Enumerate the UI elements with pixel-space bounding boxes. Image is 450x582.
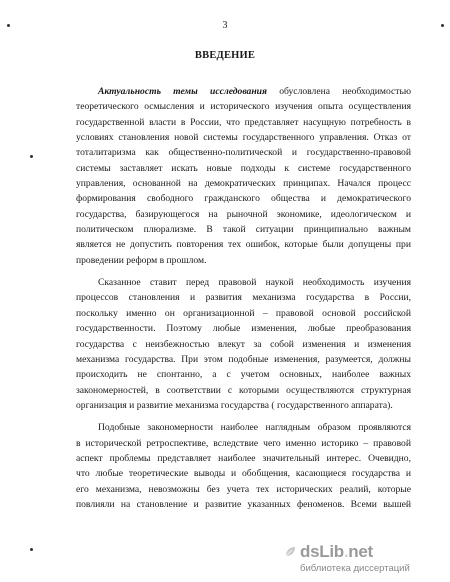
body-text: [76, 84, 411, 512]
paragraph-2-line: организация и развитие механизма государства ( государственного аппарата).: [76, 399, 393, 411]
margin-marker: [7, 24, 10, 27]
paragraph-1-line: является не допустить повторения тех ошибок, которые были допущены при: [76, 239, 411, 251]
paragraph-1-line: теоретического осмысления и исторического изучения опыта осуществления: [76, 101, 411, 113]
paragraph-3-line: в исторической ретроспективе, вследствие чего именно историко – правовой: [76, 437, 411, 449]
paragraph-3-line: его механизма, невозможны без учета тех исторических реалий, которые: [76, 483, 411, 495]
margin-marker: [30, 548, 33, 551]
margin-marker: [441, 24, 444, 27]
watermark-subtitle: библиотека диссертаций: [300, 563, 410, 574]
paragraph-1-lead: Актуальность темы исследования: [98, 86, 267, 97]
paragraph-1-line: условиях становления новой системы государственного управления. Отказ от: [76, 132, 411, 144]
paragraph-1-line: проведении реформ в прошлом.: [76, 254, 207, 266]
paragraph-3-line: повлияли на становление и развитие указанных феноменов. Всеми вышей: [76, 498, 411, 510]
paragraph-2-line: процессов становления и развития механизма государства в России,: [76, 292, 411, 304]
paragraph-2-line: государственности. Поэтому любые изменения, любые преобразования: [76, 323, 411, 335]
watermark: [300, 540, 440, 580]
paragraph-2-line: механизма государства. При этом подобные изменения, разумеется, должны: [76, 353, 411, 365]
leaf-logo-icon: [284, 546, 296, 558]
paragraph-2-line: закономерностей, в соответствии с которыми осуществляются структурная: [76, 384, 411, 396]
paragraph-2-line: происходить не спонтанно, а с учетом основных, наиболее важных: [76, 369, 411, 381]
paragraph-3-line: Подобные закономерности наиболее наглядным образом проявляются: [98, 422, 411, 434]
section-heading: ВВЕДЕНИЕ: [194, 50, 256, 61]
paragraph-2-line: поскольку именно он организационной – правовой основой российской: [76, 307, 411, 319]
paragraph-3-line: аспект проблемы представляет наиболее значительный интерес. Очевидно,: [76, 452, 411, 464]
paragraph-2-line: государства с неизбежностью влекут за собой изменения и изменения: [76, 338, 411, 350]
paragraph-1-line: системы заставляет искать новые подходы к системе государственного: [76, 162, 411, 174]
paragraph-1-line: государства, базирующегося на рыночной экономике, идеологическом и: [76, 208, 411, 220]
margin-marker: [30, 155, 33, 158]
paragraph-1-line-1: Актуальность темы исследования обусловлена необходимостью: [98, 86, 411, 97]
paragraph-1-line: политическом плюрализме. В такой ситуации принципиально важным: [76, 224, 411, 236]
paragraph-2-line: Сказанное ставит перед правовой наукой необходимость изучения: [98, 277, 411, 289]
paragraph-1-line: управления, основанной на демократических принципах. Начался процесс: [76, 178, 411, 190]
paragraph-1-line: формирования свободного гражданского общества и демократического: [76, 193, 411, 205]
paragraph-1-line: тоталитаризма как общественно-политической и государственно-правовой: [76, 147, 411, 159]
page-number: 3: [222, 20, 228, 31]
paragraph-3-line: что любые теоретические выводы и обобщения, касающиеся государства и: [76, 468, 411, 480]
paragraph-1-line: государственной власти в России, что представляет насущную потребность в: [76, 116, 411, 128]
watermark-brand: dsLib.net: [300, 542, 373, 561]
